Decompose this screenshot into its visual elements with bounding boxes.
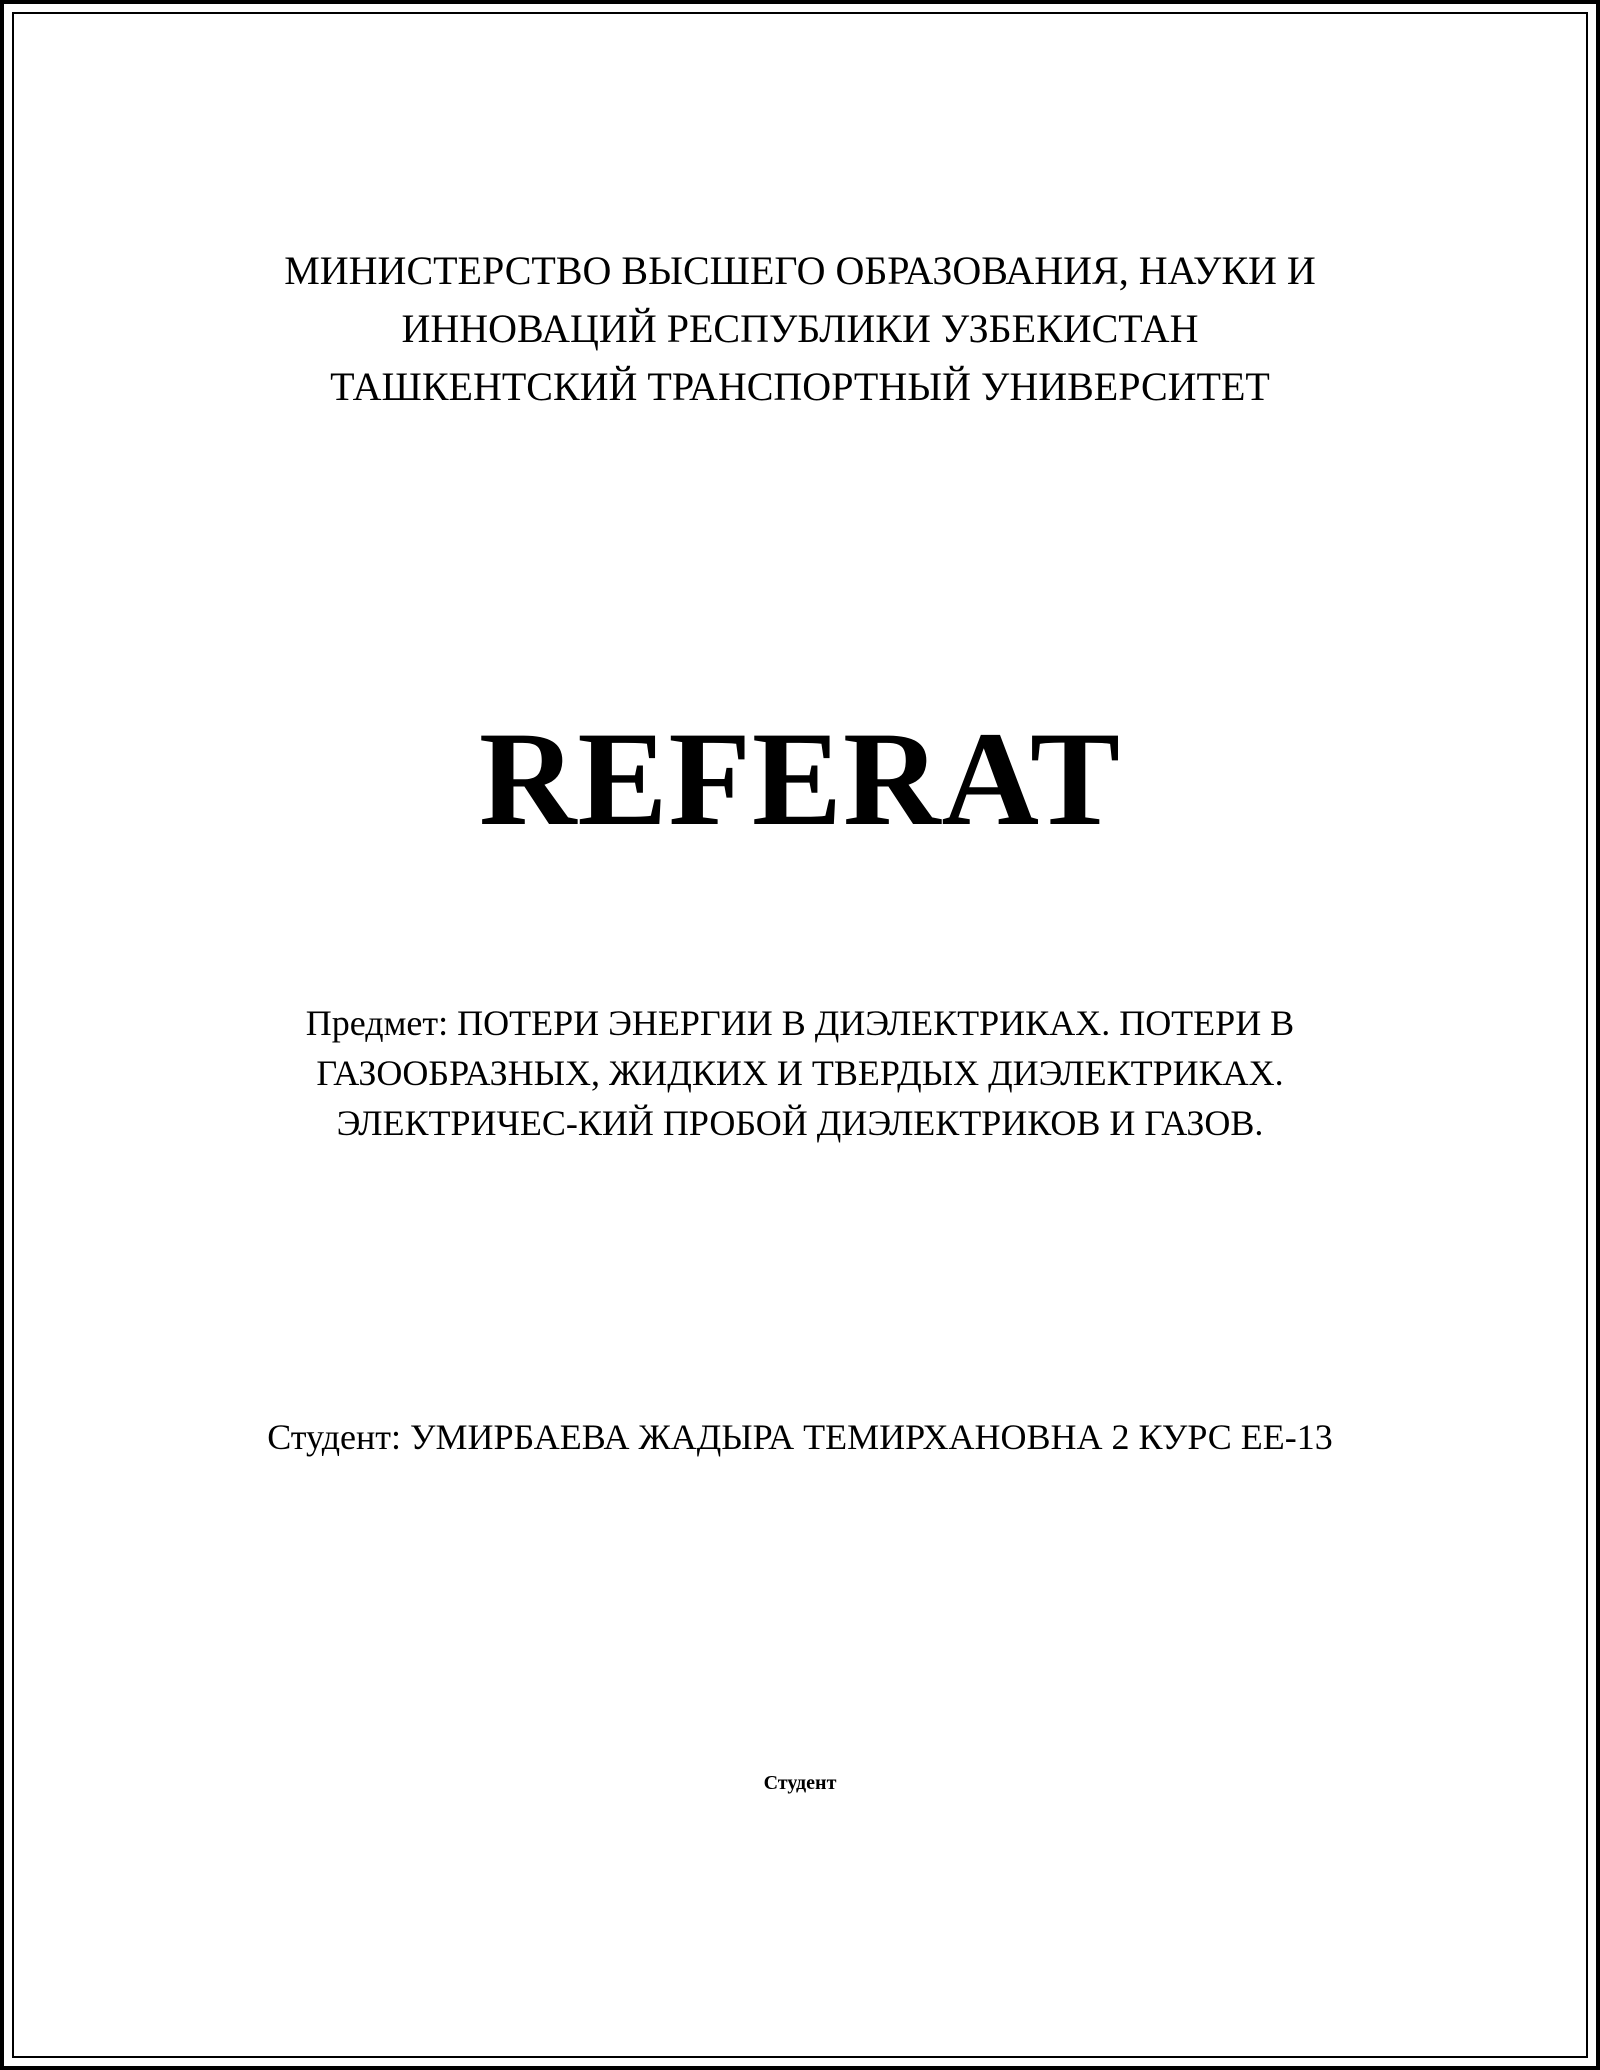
institution-header (0, 242, 1600, 416)
subject-line: ЭЛЕКТРИЧЕС-КИЙ ПРОБОЙ ДИЭЛЕКТРИКОВ И ГАЗОВ. (336, 1103, 1264, 1143)
subject-line: ГАЗООБРАЗНЫХ, ЖИДКИХ И ТВЕРДЫХ ДИЭЛЕКТРИКАХ. (316, 1053, 1284, 1093)
subject-line: Предмет: ПОТЕРИ ЭНЕРГИИ В ДИЭЛЕКТРИКАХ. ПОТЕРИ В (305, 1003, 1295, 1043)
header-line: МИНИСТЕРСТВО ВЫСШЕГО ОБРАЗОВАНИЯ, НАУКИ И (284, 248, 1316, 293)
header-line: ТАШКЕНТСКИЙ ТРАНСПОРТНЫЙ УНИВЕРСИТЕТ (330, 364, 1270, 409)
subject-text (0, 998, 1600, 1148)
header-line: ИННОВАЦИЙ РЕСПУБЛИКИ УЗБЕКИСТАН (401, 306, 1199, 351)
student-info: Студент: УМИРБАЕВА ЖАДЫРА ТЕМИРХАНОВНА 2 КУРС ЕЕ-13 (267, 1417, 1333, 1457)
footer-student-label: Студент (763, 1772, 837, 1794)
document-title: REFERAT (478, 705, 1122, 854)
